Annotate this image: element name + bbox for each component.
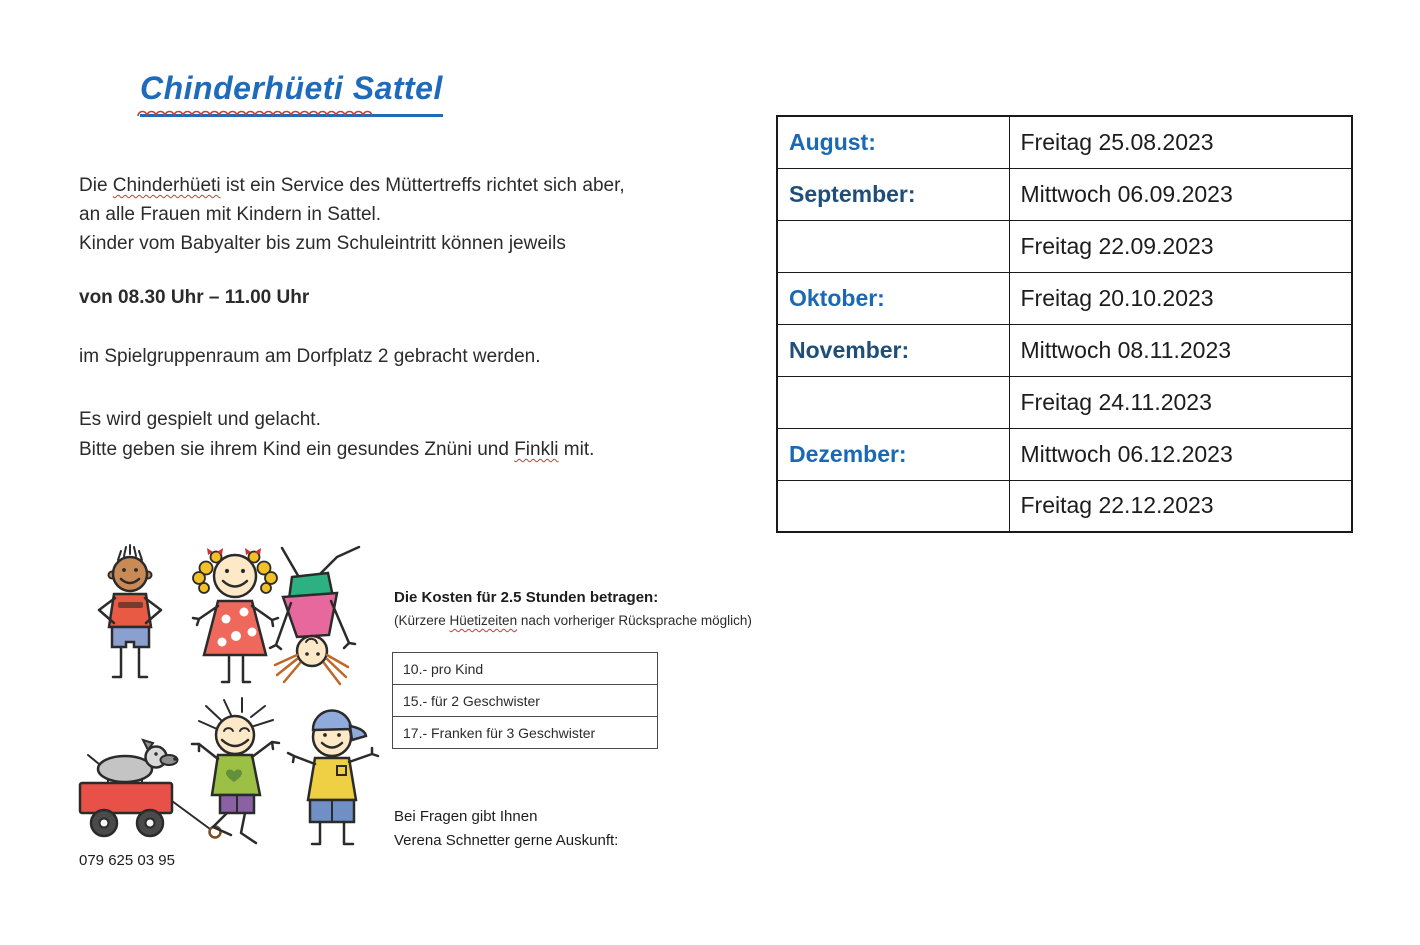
intro-line-1 <box>79 171 625 200</box>
misspelled-word-finkli: Finkli <box>514 439 559 460</box>
closing-line-1: Es wird gespielt und gelacht. <box>79 409 321 430</box>
table-row <box>777 376 1352 428</box>
closing-line-2-b: mit. <box>558 439 595 460</box>
table-row <box>777 220 1352 272</box>
month-label: Dezember: <box>789 440 907 467</box>
date-cell: Freitag 24.11.2023 <box>1009 376 1352 428</box>
table-row <box>777 272 1352 324</box>
spellcheck-squiggle-decoration <box>137 105 375 118</box>
table-row <box>777 480 1352 532</box>
costs-note <box>394 613 752 628</box>
month-cell <box>777 168 1009 220</box>
girl-clipart <box>193 548 278 682</box>
cost-cell: 15.- für 2 Geschwister <box>393 685 658 717</box>
jumping-girl-clipart <box>192 698 279 843</box>
date-cell: Mittwoch 06.12.2023 <box>1009 428 1352 480</box>
month-cell <box>777 376 1009 428</box>
month-cell <box>777 116 1009 168</box>
page-title <box>140 70 443 117</box>
table-row <box>777 116 1352 168</box>
schedule-table <box>776 115 1353 533</box>
table-row <box>777 168 1352 220</box>
misspelled-word-chinderhueeti: Chinderhüeti <box>112 175 221 196</box>
table-row <box>777 324 1352 376</box>
contact-line-2: Verena Schnetter gerne Auskunft: <box>394 832 619 849</box>
contact-line-1: Bei Fragen gibt Ihnen <box>394 808 538 825</box>
location-line: im Spielgruppenraum am Dorfplatz 2 gebracht werden. <box>79 346 541 367</box>
children-illustration-bottom <box>70 697 382 849</box>
date-cell: Freitag 20.10.2023 <box>1009 272 1352 324</box>
closing-line-2-a: Bitte geben sie ihrem Kind ein gesundes Znüni und <box>79 439 515 460</box>
costs-note-b: nach vorheriger Rücksprache möglich) <box>517 613 752 628</box>
dog-on-wagon-clipart <box>80 740 221 838</box>
table-row <box>777 428 1352 480</box>
month-cell <box>777 428 1009 480</box>
month-cell <box>777 324 1009 376</box>
intro-line-1-b: ist ein Service des Müttertreffs richtet sich aber, <box>220 175 625 196</box>
date-cell: Mittwoch 08.11.2023 <box>1009 324 1352 376</box>
phone-number: 079 625 03 95 <box>79 852 175 869</box>
month-cell <box>777 220 1009 272</box>
intro-line-1-a: Die <box>79 175 113 196</box>
date-cell: Freitag 22.12.2023 <box>1009 480 1352 532</box>
cost-cell: 17.- Franken für 3 Geschwister <box>393 717 658 749</box>
month-label: Oktober: <box>789 284 885 311</box>
table-row <box>393 717 658 749</box>
closing-line-2 <box>79 435 594 465</box>
month-cell <box>777 480 1009 532</box>
intro-line-2: an alle Frauen mit Kindern in Sattel. <box>79 204 382 225</box>
cost-table <box>392 652 658 749</box>
intro-line-3: Kinder vom Babyalter bis zum Schuleintritt können jeweils <box>79 233 566 254</box>
intro-paragraph <box>79 171 625 258</box>
boy-with-cap-clipart <box>288 711 378 844</box>
date-cell: Freitag 22.09.2023 <box>1009 220 1352 272</box>
children-illustration-top <box>85 543 383 695</box>
closing-paragraph <box>79 405 594 465</box>
costs-note-a: (Kürzere <box>394 613 450 628</box>
contact-info <box>394 805 618 853</box>
cost-cell: 10.- pro Kind <box>393 653 658 685</box>
date-cell: Mittwoch 06.09.2023 <box>1009 168 1352 220</box>
misspelled-word-hueetizeiten: Hüetizeiten <box>449 613 518 628</box>
handstand-girl-clipart <box>270 547 359 684</box>
opening-hours-line: von 08.30 Uhr – 11.00 Uhr <box>79 287 310 308</box>
date-cell: Freitag 25.08.2023 <box>1009 116 1352 168</box>
month-cell <box>777 272 1009 324</box>
boy-clipart <box>99 545 161 677</box>
table-row <box>393 653 658 685</box>
month-label: August: <box>789 128 876 155</box>
costs-heading: Die Kosten für 2.5 Stunden betragen: <box>394 589 659 606</box>
table-row <box>393 685 658 717</box>
page-title-text: Chinderhüeti Sattel <box>140 70 443 117</box>
month-label: November: <box>789 336 910 363</box>
month-label: September: <box>789 180 916 207</box>
